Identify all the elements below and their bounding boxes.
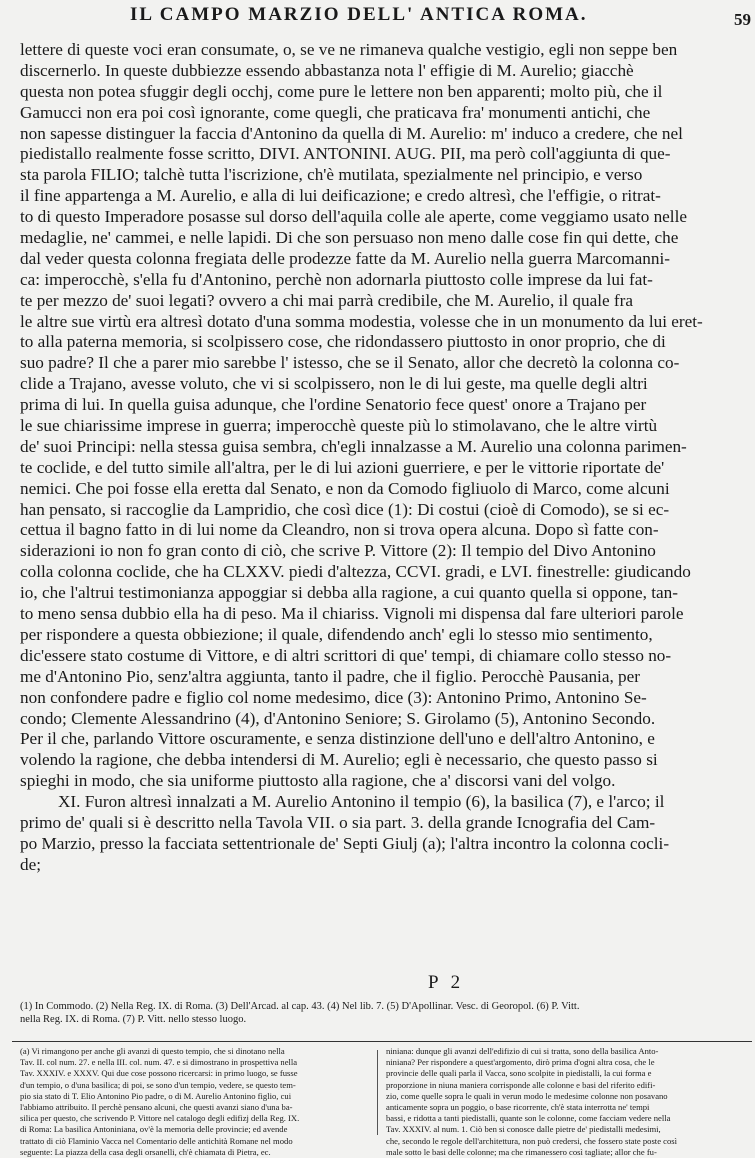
note-line: pio sia stato di T. Elio Antonino Pio padre, o di M. Aurelio Antonino figlio, cui	[20, 1090, 292, 1101]
note-line: proporzione in niuna maniera corrisponde alle colonne e basi del riferito edifi-	[386, 1079, 656, 1090]
text-line: Gamucci non era poi così ignorante, come quegli, che praticava fra' monumenti antichi, che	[20, 102, 651, 122]
running-title: IL CAMPO MARZIO DELL' ANTICA ROMA.	[130, 4, 588, 25]
note-line: (a) Vi rimangono per anche gli avanzi di questo tempio, che si dinotano nella	[20, 1046, 285, 1056]
text-line: clide a Trajano, avesse voluto, che vi si scolpissero, non le di lui geste, ma quelle degli altri	[20, 374, 648, 394]
text-line: non sapesse distinguer la faccia d'Antonino da quella di M. Aurelio: m' induco a credere, che nel	[20, 123, 683, 143]
note-line: di Roma: La basilica Antoniniana, ov'è la memoria delle provincie; ed avende	[20, 1124, 288, 1135]
text-line: to di questo Imperadore posasse sul dorso dell'aquila colle ale aperte, come veggiamo usato nelle	[20, 207, 687, 227]
note-line: trattato di ciò Flaminio Vacca nel Comentario delle antichità Romane nel modo	[20, 1135, 293, 1146]
text-line: questa non potea sfuggir degli occhj, come pure le lettere non ben apparenti; molto più, che il	[20, 81, 663, 101]
note-line: Tav. XXXIV. al num. 1. Ciò ben si conosce dalle pietre de' piedistalli medesimi,	[386, 1124, 661, 1135]
text-line: dic'essere stato costume di Vittore, e di altri scrittori di que' tempi, di chiamare collo stesso no-	[20, 645, 672, 665]
text-line: sta parola FILIO; talchè tutta l'iscrizione, ch'è mutilata, spezialmente nel principio, e verso	[20, 165, 643, 185]
text-line: han pensato, si raccoglie da Lampridio, che così dice (1): Di costui (cioè di Comodo), se si ec-	[20, 499, 670, 519]
text-line: to alla paterna memoria, si scolpissero cose, che ridondassero piuttosto in onor proprio, che di	[20, 332, 666, 352]
note-line: silica per questo, che scrivendo P. Vittore nel catalogo degli edifizj della Reg. IX.	[20, 1113, 300, 1124]
text-line: nemici. Che poi fosse ella eretta dal Senato, e non da Comodo figliuolo di Marco, come alcuni	[20, 478, 670, 498]
text-line: te coclide, e del tutto simile all'altra, per le di lui azioni guerriere, e per le vittorie riportate de'	[20, 457, 665, 477]
text-line: piedistallo realmente fosse scritto, DIVI. ANTONINI. AUG. PII, ma però coll'aggiunta di que-	[20, 144, 671, 164]
text-line: XI. Furon altresì innalzati a M. Aurelio Antonino il tempio (6), la basilica (7), e l'arco; il	[58, 792, 665, 812]
signature-row	[0, 972, 755, 994]
note-line: bassi, e ridotta a tanti piedistalli, quante son le colonne, come facciam vedere nella	[386, 1113, 671, 1124]
text-line: io, che l'altrui testimonianza appoggiar si debba alla ragione, a cui quanto quella si oppone, tan-	[20, 583, 678, 603]
note-line: niniana: dunque gli avanzi dell'edifizio di cui si tratta, sono della basilica Anto-	[386, 1046, 659, 1056]
text-line: te per mezzo de' suoi legati? ovvero a chi mai parrà credibile, che M. Aurelio, il quale fra	[20, 290, 633, 310]
commentary-notes	[0, 1046, 755, 1157]
footnote-line: (1) In Commodo. (2) Nella Reg. IX. di Roma. (3) Dell'Arcad. al cap. 43. (4) Nel lib. 7. (5) D'Apollinar. Vesc. di Georopol. (6) P. Vitt.	[20, 1001, 580, 1012]
text-line: colla colonna coclide, che ha CLXXV. piedi d'altezza, CCVI. gradi, e LVI. finestrelle: giudicando	[20, 562, 691, 582]
text-line: le sue chiarissime imprese in guerra; imperocchè queste più lo stimolavano, che le altre virtù	[20, 416, 658, 436]
text-line: primo de' quali si è descritto nella Tavola VII. o sia part. 3. della grande Icnografia del Cam-	[20, 812, 656, 832]
notes-column-right	[386, 1046, 742, 1158]
text-line: siderazioni io non fo gran conto di ciò, che scrive P. Vittore (2): Il tempio del Divo Antonino	[20, 541, 656, 561]
notes-column-left	[20, 1046, 376, 1158]
text-line: medaglie, ne' cammei, e nelle lapidi. Di che son persuaso non meno dalle cose fin qui dette, che	[20, 228, 679, 248]
text-line: lettere di queste voci eran consumate, o, se ve ne rimaneva qualche vestigio, egli non seppe ben	[20, 40, 678, 59]
note-line: d'un tempio, o d'una basilica; di poi, se sono d'un tempio, vedere, se questo tem-	[20, 1079, 296, 1090]
note-line: provincie delle quali parla il Vacca, sono scolpite in piedistalli, la cui forma e	[386, 1068, 652, 1079]
text-line: volendo la ragione, che debba intendersi di M. Aurelio; egli è necessario, che questo passo si	[20, 750, 658, 770]
note-line: seguente: La piazza della casa degli orsanelli, ch'è chiamata di Pietra, ec.	[20, 1146, 271, 1157]
main-text-body	[20, 40, 752, 876]
footnotes	[20, 1000, 752, 1026]
note-line: Tav. XXXIV. e XXXV. Qui due cose possono ricercarsi: in primo luogo, se fusse	[20, 1068, 298, 1079]
text-line: spieghi in modo, che sia uniforme piuttosto alla ragione, che a' discorsi vani del volgo.	[20, 771, 616, 791]
note-line: Tav. II. col num. 27. e nella III. col. num. 47. e si dimostrano in prospettiva nella	[20, 1057, 298, 1068]
text-line: Per il che, parlando Vittore oscuramente, e senza distinzione dell'uno e dell'altro Antonino, e	[20, 729, 655, 749]
text-line: le altre sue virtù era altresì dotato d'una somma modestia, volesse che in un monumento da lui eret-	[20, 311, 703, 331]
note-line: zio, come quelle sopra le quali in verun modo le medesime colonne non posavano	[386, 1090, 668, 1101]
footnote-line: nella Reg. IX. di Roma. (7) P. Vitt. nello stesso luogo.	[20, 1014, 247, 1025]
text-line: non confondere padre e figlio col nome medesimo, dice (3): Antonino Primo, Antonino Se-	[20, 687, 647, 707]
note-line: niniana? Per rispondere a quest'argomento, dirò prima d'ogni altra cosa, che le	[386, 1057, 655, 1068]
text-line: cettua il bagno fatto in di lui nome da Cleandro, non si trova opera alcuna. Dopo sì fatte con-	[20, 520, 659, 540]
text-line: de' suoi Principi: nella stessa guisa sembra, ch'egli innalzasse a M. Aurelio una colonna parimen-	[20, 436, 687, 456]
text-line: to meno sensa dubbio ella ha di peso. Ma il chiariss. Vignoli mi dispensa dal fare ulteriori parole	[20, 604, 684, 624]
text-line: condo; Clemente Alessandrino (4), d'Antonino Seniore; S. Girolamo (5), Antonino Secondo.	[20, 708, 656, 728]
text-line: me d'Antonino Pio, senz'altra aggiunta, tanto il padre, che il figlio. Perocchè Pausania, per	[20, 666, 640, 686]
note-line: l'abbiamo attribuito. Il perchè pensano alcuni, che questi avanzi siano d'una ba-	[20, 1101, 293, 1112]
note-line: anticamente sopra un poggio, o base ricorrente, ch'è stata interrotta ne' tempi	[386, 1101, 650, 1112]
note-line: che, secondo le regole dell'architettura, non può credersi, che fossero state poste così	[386, 1135, 677, 1146]
text-line: dal veder questa colonna fregiata delle prodezze fatte da M. Aurelio nella guerra Marcomanni-	[20, 248, 670, 268]
text-line: ca: imperocchè, s'ella fu d'Antonino, perchè non adornarla piuttosto colle imprese da lui fat-	[20, 269, 653, 289]
signature-mark: P 2	[428, 972, 465, 993]
text-line: de;	[20, 854, 41, 874]
text-line: discernerlo. In queste dubbiezze essendo abbastanza nota l' effigie di M. Aurelio; giacchè	[20, 60, 634, 80]
text-line: il fine appartenga a M. Aurelio, e alla di lui deificazione; e credo altresì, che l'effigie, o ritrat-	[20, 186, 661, 206]
text-line: prima di lui. In quella guisa adunque, che l'ordine Senatorio fece quest' onore a Trajano per	[20, 395, 647, 415]
note-line: male sotto le basi delle colonne; ma che rimanessero così tagliate; allor che fu-	[386, 1146, 657, 1157]
page-header	[0, 4, 755, 34]
text-line: suo padre? Il che a parer mio sarebbe l' istesso, che se il Senato, allor che decretò la colonna co-	[20, 353, 680, 373]
text-line: po Marzio, presso la facciata settentrionale de' Septi Giulj (a); l'altra incontro la colonna cocli-	[20, 833, 670, 853]
page-number: 59	[734, 10, 751, 29]
text-line: per rispondere a questa obbiezione; il quale, difendendo anch' egli lo stesso mio sentimento,	[20, 624, 653, 644]
section-rule	[12, 1041, 752, 1042]
column-divider	[377, 1050, 378, 1135]
